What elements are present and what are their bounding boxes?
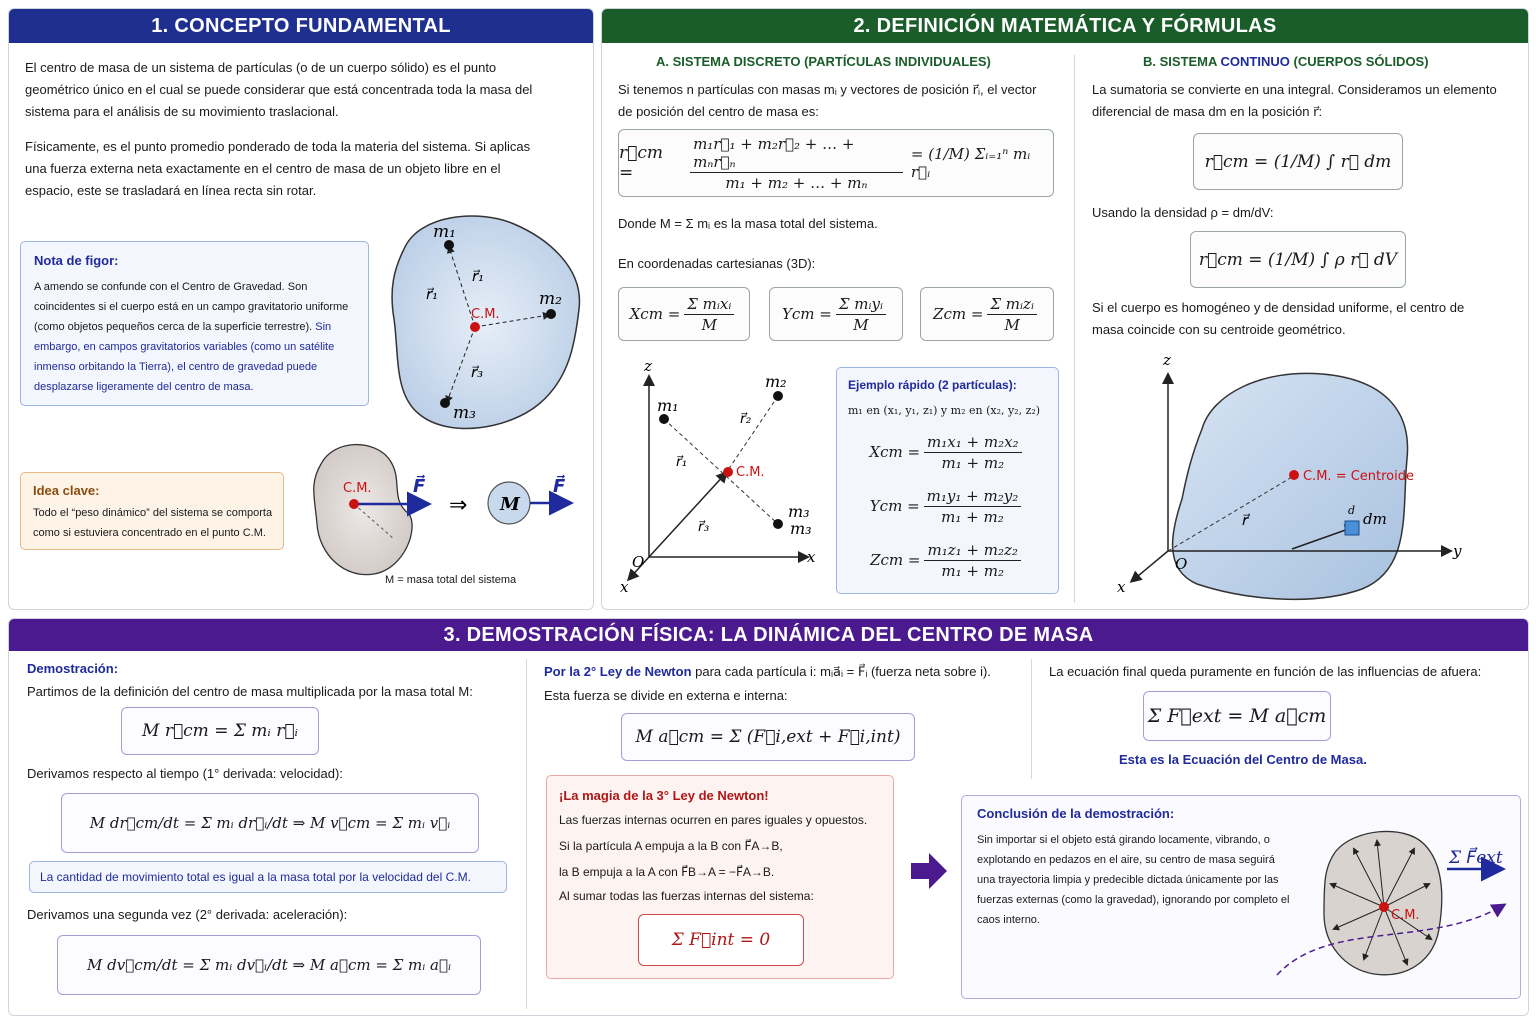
homogeneous-text: Si el cuerpo es homogéneo y de densidad uniforme, el centro de masa coincide con su centroide geométrico. xyxy=(1092,300,1465,337)
svg-text:Σ F⃗ext: Σ F⃗ext xyxy=(1449,848,1503,868)
section-1-panel xyxy=(8,8,594,610)
label-cm: C.M. xyxy=(471,307,500,322)
magic-line-3: la B empuja a la A con F⃗B→A = −F⃗A→B. xyxy=(559,865,775,879)
section-3-title: 3. DEMOSTRACIÓN FÍSICA: LA DINÁMICA DEL CENTRO DE MASA xyxy=(9,619,1528,651)
zcm-box: Zcm = $\frac{\text{Σ mᵢzᵢ}}{M}$ xyxy=(920,287,1054,341)
demo-intro: Partimos de la definición del centro de masa multiplicada por la masa total M: xyxy=(27,684,473,699)
ycm-box: Ycm = $\frac{\text{Σ mᵢyᵢ}}{M}$ xyxy=(769,287,903,341)
concl-cm-point xyxy=(1379,902,1389,912)
svg-text:m₃: m₃ xyxy=(790,519,812,538)
svg-text:y: y xyxy=(1453,542,1462,560)
final-intro: La ecuación final queda puramente en función de las influencias de afuera: xyxy=(1049,664,1482,679)
final-note: Esta es la Ecuación del Centro de Masa. xyxy=(1119,752,1367,767)
cm-point xyxy=(470,322,480,332)
note-text-b: Sin embargo, en campos gravitatorios variables (como un satélite inmenso orbitando la Tierra), el centro de gravedad puede desplazarse ligeramente del centro de masa. xyxy=(34,321,335,393)
cartesian-text: En coordenadas cartesianas (3D): xyxy=(618,256,816,271)
discrete-rhs: = (1/M) Σᵢ₌₁ⁿ mᵢ r⃗ᵢ xyxy=(910,145,1031,181)
label-r3: r⃗₃ xyxy=(471,363,484,381)
svg-text:x: x xyxy=(620,578,629,596)
svg-text:m₃: m₃ xyxy=(788,502,810,521)
svg-text:r⃗: r⃗ xyxy=(1242,511,1249,529)
eq1-box: M r⃗cm = Σ mᵢ r⃗ᵢ xyxy=(121,707,319,755)
solid-body xyxy=(1173,373,1408,599)
split-text: Esta fuerza se divide en externa e interna: xyxy=(544,688,788,703)
label-m2: m₂ xyxy=(539,289,562,309)
newton2-text: Por la 2° Ley de Newton para cada partícula i: mᵢa⃗ᵢ = F⃗ᵢ (fuerza neta sobre i). xyxy=(544,664,991,679)
svg-text:C.M. = Centroide: C.M. = Centroide xyxy=(1303,469,1415,484)
integral-formula-2: r⃗cm = (1/M) ∫ ρ r⃗ dV xyxy=(1190,231,1406,288)
idea-box xyxy=(20,472,284,550)
density-text: Usando la densidad ρ = dm/dV: xyxy=(1092,205,1274,220)
xcm-box: Xcm = $\frac{\text{Σ mᵢxᵢ}}{M}$ xyxy=(618,287,750,341)
example-title: Ejemplo rápido (2 partículas): xyxy=(848,378,1017,392)
subsection-b-title: B. SISTEMA CONTINUO (CUERPOS SÓLIDOS) xyxy=(1143,54,1429,69)
section-1-para-1: El centro de masa de un sistema de partículas (o de un cuerpo sólido) es el punto geométrico único en el cual se puede considerar que está concentrada toda la masa del sistema para el análisis de su movimiento traslacional. xyxy=(25,60,533,119)
svg-text:z: z xyxy=(1163,351,1171,369)
centroid-point xyxy=(1289,470,1299,480)
svg-text:C.M.: C.M. xyxy=(1391,908,1420,923)
discrete-lhs: r⃗cm = xyxy=(619,143,663,183)
example-box: Ejemplo rápido (2 partículas): m₁ en (x₁, y₁, z₁) y m₂ en (x₂, y₂, z₂) Xcm = $\frac{\text{m₁x₁ + m₂x₂}}{\text{m₁ + m₂}}$ Ycm = $\frac{\text{m₁y₁ + m₂y₂}}{\text{m₁ + m₂}}$ Zcm = $\frac{\text{m₁z₁ + m₂z₂}}{\text{m₁ + m₂}}$ xyxy=(836,367,1059,594)
integral-formula-1: r⃗cm = (1/M) ∫ r⃗ dm xyxy=(1193,133,1403,190)
section-2-panel xyxy=(601,8,1529,610)
magic-line-4: Al sumar todas las fuerzas internas del sistema: xyxy=(559,889,814,903)
note-text-a: A amendo se confunde con el Centro de Gravedad. Son coincidentes si el cuerpo está en un campo gravitatorio uniforme (como objetos pequeños cerca de la superficie terrestre). xyxy=(34,281,349,333)
blob-shape xyxy=(392,216,579,428)
idea-text: Todo el “peso dinámico” del sistema se comporta como si estuviera concentrado en el punto C.M. xyxy=(33,507,273,539)
eq3-box: M dv⃗cm/dt = Σ mᵢ dv⃗ᵢ/dt ⇒ M a⃗cm = Σ mᵢ a⃗ᵢ xyxy=(57,935,481,995)
momentum-note: La cantidad de movimiento total es igual a la masa total por la velocidad del C.M. xyxy=(29,861,507,893)
exploding-body-diagram xyxy=(9,619,1530,1017)
mass-caption: M = masa total del sistema xyxy=(385,574,517,586)
svg-text:x: x xyxy=(1117,578,1126,596)
magic-line-2: Si la partícula A empuja a la B con F⃗A→B, xyxy=(559,839,783,853)
svg-text:m₁: m₁ xyxy=(657,396,679,415)
donde-text: Donde M = Σ mᵢ es la masa total del sistema. xyxy=(618,216,878,231)
conclusion-title: Conclusión de la demostración: xyxy=(977,806,1175,821)
note-title: Nota de figor: xyxy=(34,253,119,268)
grey-blob xyxy=(314,445,412,575)
svg-text:d: d xyxy=(1348,504,1356,517)
magic-title: ¡La magia de la 3° Ley de Newton! xyxy=(559,788,769,803)
continuous-diagram xyxy=(602,9,1530,611)
section-3-panel xyxy=(8,618,1529,1016)
magic-line-1: Las fuerzas internas ocurren en pares iguales y opuestos. xyxy=(559,813,868,827)
svg-text:O: O xyxy=(632,553,645,571)
eq4-box: M a⃗cm = Σ (F⃗i,ext + F⃗i,int) xyxy=(621,713,915,761)
svg-text:O: O xyxy=(1175,555,1188,573)
idea-title: Idea clave: xyxy=(33,483,100,498)
example-sub: m₁ en (x₁, y₁, z₁) y m₂ en (x₂, y₂, z₂) xyxy=(848,404,1041,417)
discrete-den: m₁ + m₂ + … + mₙ xyxy=(725,173,868,192)
svg-text:C.M.: C.M. xyxy=(736,465,765,480)
force-label-1: F⃗ xyxy=(413,476,426,497)
svg-text:dm: dm xyxy=(1363,510,1387,528)
conclusion-text: Sin importar si el objeto está girando locamente, vibrando, o explotando en pedazos en el aire, su centro de masa seguirá una trayectoria limpia y predecible dictada únicamente por las fuerzas externas (como la gravedad), ignorando por completo el caos interno. xyxy=(977,834,1290,926)
svg-text:m₂: m₂ xyxy=(765,372,787,391)
label-m1: m₁ xyxy=(433,222,456,242)
demo-title: Demostración: xyxy=(27,661,119,676)
subsection-a-intro: Si tenemos n partículas con masas mᵢ y vectores de posición r⃗ᵢ, el vector de posición del centro de masa es: xyxy=(618,82,1037,119)
svg-text:x: x xyxy=(807,548,816,566)
deriv2-text: Derivamos una segunda vez (2° derivada: aceleración): xyxy=(27,907,348,922)
svg-text:r⃗₃: r⃗₃ xyxy=(698,519,710,535)
section-1-para-2: Físicamente, es el punto promedio ponderado de toda la materia del sistema. Si aplicas una fuerza externa neta exactamente en el centro de masa de un objeto libre en el espacio, este se trasladará en línea recta sin rotar. xyxy=(25,139,531,198)
particle-m3 xyxy=(440,398,450,408)
label-r1: r⃗₁ xyxy=(472,267,485,285)
svg-text:r⃗₂: r⃗₂ xyxy=(740,411,752,427)
deriv1-text: Derivamos respecto al tiempo (1° derivada: velocidad): xyxy=(27,766,343,781)
subsection-a-title: A. SISTEMA DISCRETO (PARTÍCULAS INDIVIDUALES) xyxy=(656,54,991,69)
eq5-box: Σ F⃗int = 0 xyxy=(638,914,804,966)
svg-text:z: z xyxy=(644,357,652,375)
grey-cm-label: C.M. xyxy=(343,481,372,496)
implies-symbol: ⇒ xyxy=(449,493,468,518)
point-mass-label: M xyxy=(500,494,520,515)
label-r1b: r⃗₁ xyxy=(426,285,439,303)
dm-cube xyxy=(1345,521,1359,535)
section-2-title: 2. DEFINICIÓN MATEMÁTICA Y FÓRMULAS xyxy=(602,9,1528,43)
eq2-box: M dr⃗cm/dt = Σ mᵢ dr⃗ᵢ/dt ⇒ M v⃗cm = Σ mᵢ v⃗ᵢ xyxy=(61,793,479,853)
particle-m2 xyxy=(546,309,556,319)
svg-text:r⃗₁: r⃗₁ xyxy=(676,454,688,470)
label-m3: m₃ xyxy=(453,403,476,423)
eq6-box: Σ F⃗ext = M a⃗cm xyxy=(1143,691,1331,741)
discrete-num: m₁r⃗₁ + m₂r⃗₂ + … + mₙr⃗ₙ xyxy=(690,135,903,173)
subsection-b-intro: La sumatoria se convierte en una integral. Consideramos un elemento diferencial de masa dm en la posición r⃗: xyxy=(1092,82,1497,119)
section-1-title: 1. CONCEPTO FUNDAMENTAL xyxy=(9,9,593,43)
force-label-2: F⃗ xyxy=(553,476,566,497)
